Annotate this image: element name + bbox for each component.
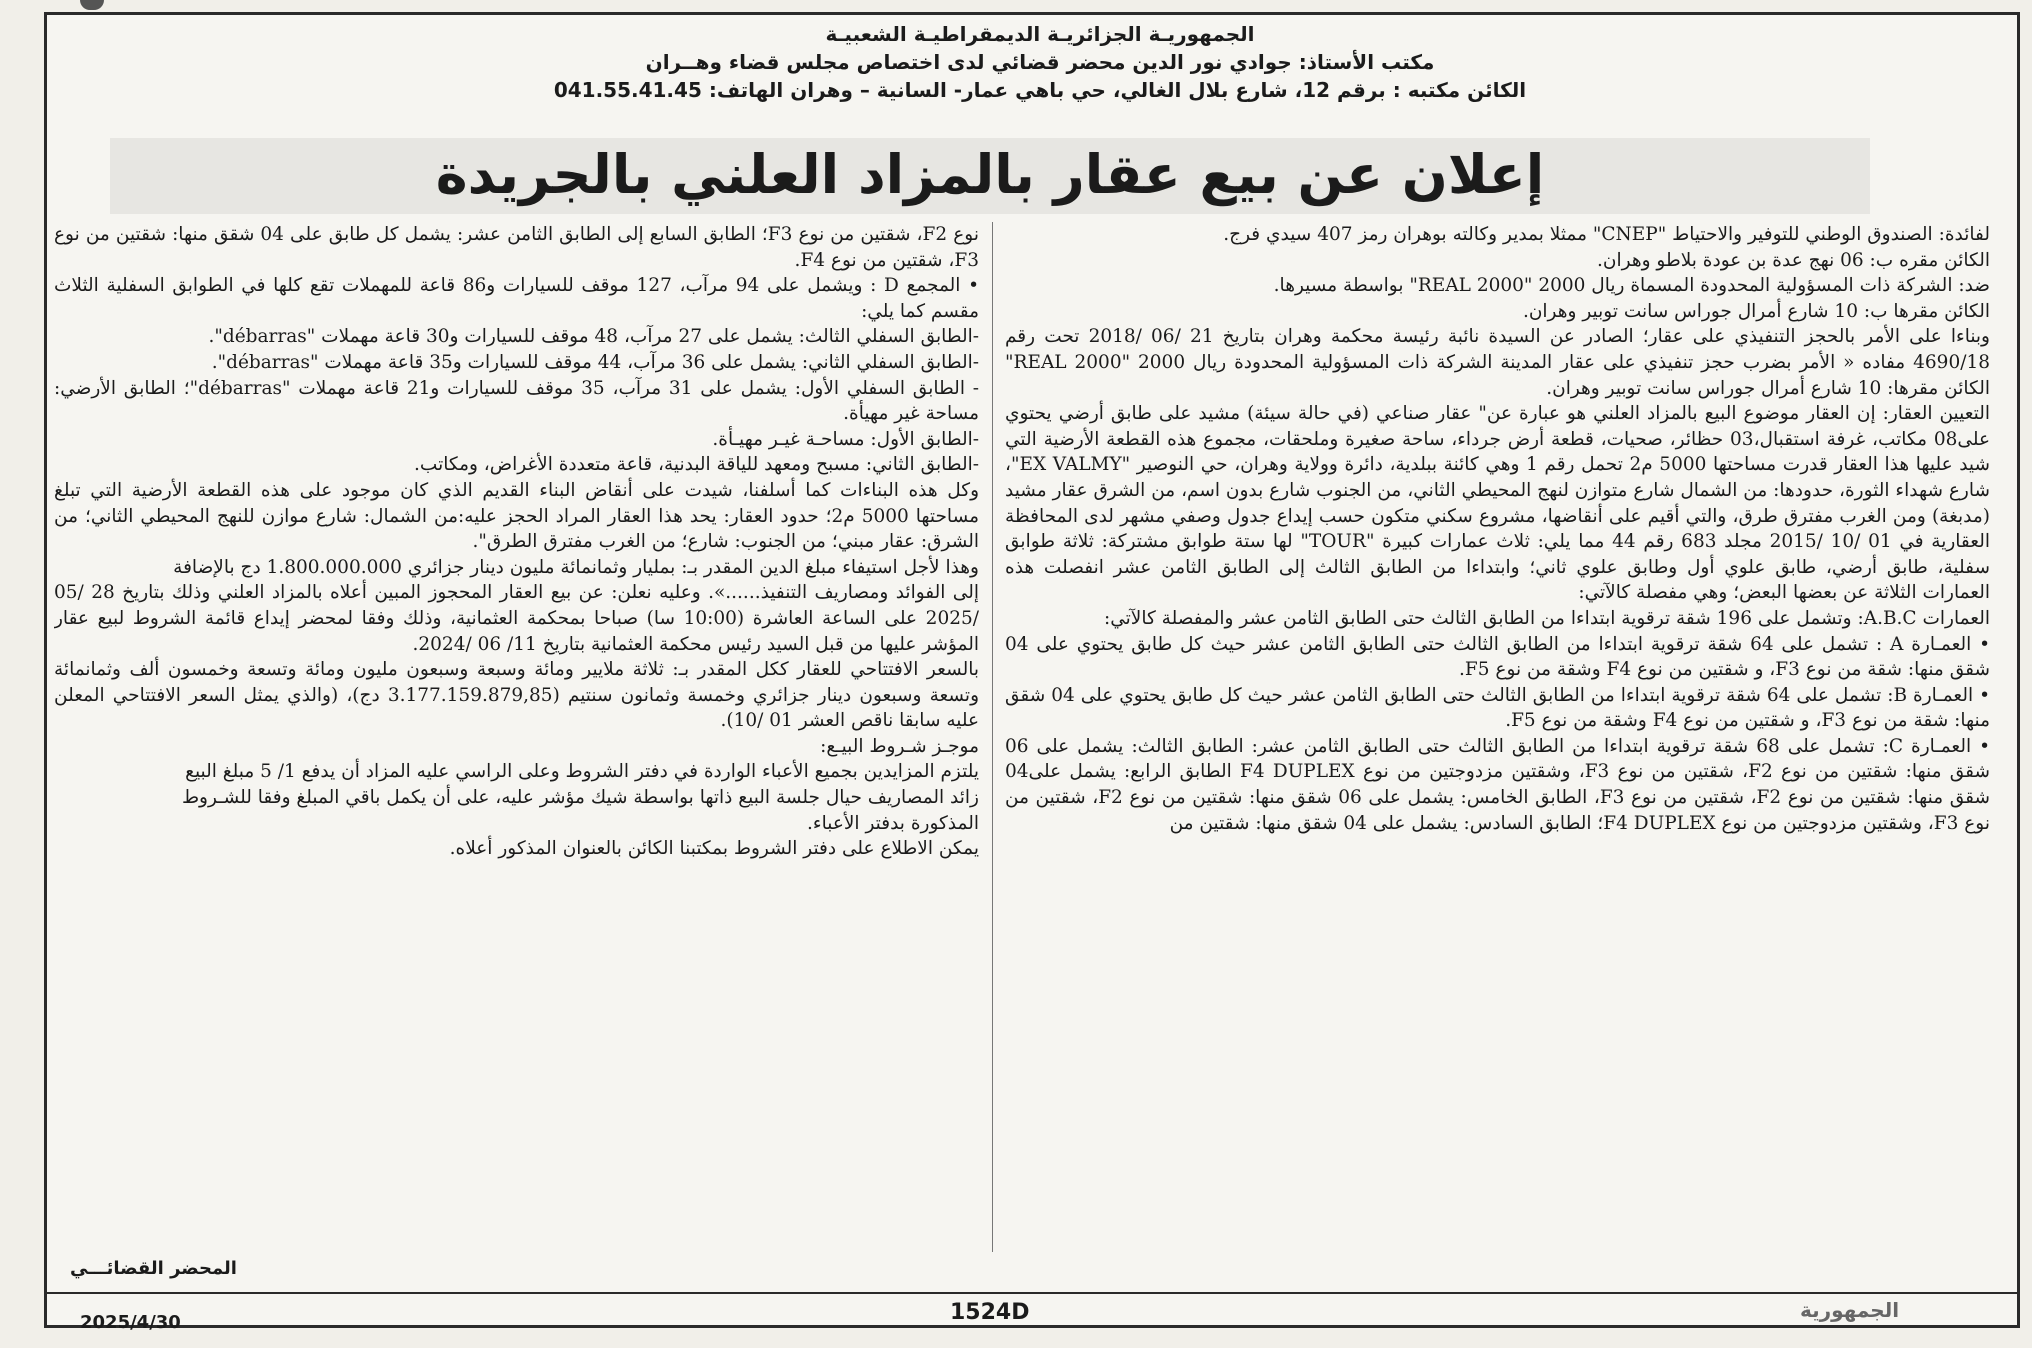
page-number: 1524D bbox=[950, 1300, 1030, 1325]
issue-date: 2025/4/30 bbox=[80, 1312, 181, 1333]
header-line-2: مكتب الأستاذ: جوادي نور الدين محضر قضائي لدى اختصاص مجلس قضاء وهــران bbox=[645, 50, 1435, 74]
paragraph: -الطابق الثاني: مسبح ومعهد للياقة البدنية، قاعة متعددة الأغراض، ومكاتب. bbox=[414, 454, 979, 476]
paragraph: وكل هذه البناءات كما أسلفنا، شيدت على أنقاض البناء القديم الذي كان موجود على هذه القطعة الأرضية التي تبلغ مساحتها 5000 م2؛ حدود العقار: يحد هذا العقار المراد الحجز عليه:من الشمال: شارع موازن للنهج المحيطي الثاني؛ من الشرق: عقار مبني؛ من الجنوب: شارع؛ من الغرب مفترق الطرق". bbox=[54, 479, 979, 553]
header-line-3: الكائن مكتبه : برقم 12، شارع بلال الغالي، حي باهي عمار- السانية – وهران الهاتف: 041.55.41.45 bbox=[553, 78, 1527, 102]
header-line-1: الجمهوريـة الجزائريـة الديمقراطيـة الشعبيـة bbox=[825, 22, 1255, 46]
paragraph: - الطابق السفلي الأول: يشمل على 31 مرآب، 35 موقف للسيارات و21 قاعة مهملات "débarras"؛ الطابق الأرضي: مساحة غير مهيأة. bbox=[54, 377, 979, 425]
paragraph: التعيين العقار: إن العقار موضوع البيع بالمزاد العلني هو عبارة عن" عقار صناعي (في حالة سيئة) مشيد على طابق أرضي يحتوي على08 مكاتب، غرفة استقبال،03 حظائر، صحيات، قطعة أرض جرداء، ساحة صغيرة وملحقات، مجموع هذه القطعة الأرضية التي شيد عليها هذا العقار قدرت مساحتها 5000 م2 تحمل رقم 1 وهي كائنة ببلدية، دائرة وولاية وهران، حي النوصير "EX VALMY"، شارع شهداء الثورة، حدودها: من الشمال شارع متوازن لنهج المحيطي الثاني، من الجنوب شارع بدون اسم، من الشرق عقار مشيد (مدبغة) ومن الغرب مفترق طرق، والتي أقيم على أنقاضها، مشروع سكني متكون حسب إيداع جدول وصفي مشهر لدى المحافظة العقارية في 01 /10 /2015 مجلد 683 رقم 44 مما يلي: ثلاث عمارات كبيرة "TOUR" لها ستة طوابق مشتركة: ثلاثة طوابق سفلية، طابق أرضي، طابق علوي أول وطابق علوي ثاني؛ وابتداءا من الطابق الثالث إلى الطابق الثامن عشر انفصلت هذه العمارات الثلاثة عن بعضها البعض؛ وهي مفصلة كالآتي: bbox=[1005, 403, 1990, 604]
paragraph: الكائن مقرها ب: 10 شارع أمرال جوراس سانت توبير وهران. bbox=[1522, 300, 1990, 322]
paragraph: إلى الفوائد ومصاريف التنفيذ......». وعليه نعلن: عن بيع العقار المحجوز المبين أعلاه بالمزاد العلني وذلك بتاريخ 28 /05 /2025 على الساعة العاشرة (10:00 سا) صباحا بمحكمة العثمانية، وذلك وفقا لمحضر إيداع قائمة الشروط لبيع عقار المؤشر عليها من قبل السيد رئيس محكمة العثمانية بتاريخ 11/ 06 /2024. bbox=[54, 582, 979, 655]
page-corner-mark bbox=[80, 0, 104, 10]
paragraph: وهذا لأجل استيفاء مبلغ الدين المقدر بـ: بمليار وثمانمائة مليون دينار جزائري 1.800.000.000 دج بالإضافة bbox=[173, 556, 979, 578]
paragraph: ضد: الشركة ذات المسؤولية المحدودة المسماة ريال 2000 "REAL 2000" بواسطة مسيرها. bbox=[1273, 275, 1990, 297]
paragraph: -الطابق السفلي الثالث: يشمل على 27 مرآب، 48 موقف للسيارات و30 قاعة مهملات "débarras". bbox=[208, 326, 979, 348]
bullet-paragraph: • العمـارة B: تشمل على 64 شقة ترقوية ابتداءا من الطابق الثالث حتى الطابق الثامن عشر حيث كل طابق يحتوي على 04 شقق منها: شقة من نوع F3، و شقتين من نوع F4 وشقة من نوع F5. bbox=[1005, 684, 1990, 732]
paragraph: يمكن الاطلاع على دفتر الشروط بمكتبنا الكائن بالعنوان المذكور أعلاه. bbox=[449, 838, 979, 860]
paragraph: -الطابق الأول: مساحـة غيـر مهيـأة. bbox=[712, 428, 979, 450]
paragraph: زائد المصاريف حيال جلسة البيع ذاتها بواسطة شيك مؤشر عليه، على أن يكمل باقي المبلغ وفقا للشـروط bbox=[181, 787, 979, 809]
paragraph: يلتزم المزايدين بجميع الأعباء الواردة في دفتر الشروط وعلى الراسي عليه المزاد أن يدفع 1/ 5 مبلغ البيع bbox=[185, 761, 979, 783]
newspaper-logo: الجمهورية bbox=[1800, 1298, 1900, 1322]
footer bbox=[44, 1292, 2020, 1330]
paragraph: • المجمع D : ويشمل على 94 مرآب، 127 موقف للسيارات و86 قاعة للمهملات تقع كلها في الطوابق السفلية الثلاث مقسم كما يلي: bbox=[54, 275, 979, 322]
signature-label: المحضر القضائـــي bbox=[70, 1258, 237, 1279]
paragraph: العمارات A.B.C: وتشمل على 196 شقة ترقوية ابتداءا من الطابق الثالث حتى الطابق الثامن عشر والمفصلة كالآتي: bbox=[1103, 607, 1990, 629]
right-column bbox=[1005, 222, 1990, 1252]
bullet-paragraph: • العمـارة C: تشمل على 68 شقة ترقوية ابتداءا من الطابق الثالث حتى الطابق الثامن عشر: الطابق الثالث: يشمل على 06 شقق منها: شقتين من نوع F2، شقتين من نوع F3، وشقتين مزدوجتين من نوع F4 DUPLEX الطابق الرابع: يشمل على04 شقق منها: شقتين من نوع F2، شقتين من نوع F3، الطابق الخامس: يشمل على 06 شقق منها: شقتين من نوع F2، شقتين من نوع F3، وشقتين مزدوجتين من نوع F4 DUPLEX؛ الطابق السادس: يشمل على 04 شقق منها: شقتين من bbox=[1005, 735, 1990, 834]
paragraph: -الطابق السفلي الثاني: يشمل على 36 مرآب، 44 موقف للسيارات و35 قاعة مهملات "débarras". bbox=[211, 351, 979, 373]
header bbox=[60, 20, 2020, 104]
paragraph: موجـز شـروط البيـع: bbox=[820, 735, 979, 757]
left-column bbox=[54, 222, 979, 1252]
page-title: إعلان عن بيع عقار بالمزاد العلني بالجريدة bbox=[435, 143, 1545, 206]
paragraph: المذكورة بدفتر الأعباء. bbox=[807, 812, 979, 834]
column-divider bbox=[992, 222, 993, 1252]
paragraph: وبناءا على الأمر بالحجز التنفيذي على عقار؛ الصادر عن السيدة نائبة رئيسة محكمة وهران بتاريخ 21 /06 /2018 تحت رقم 4690/18 مفاده « الأمر بضرب حجز تنفيذي على عقار المدينة الشركة ذات المسؤولية المحدودة ريال 2000 "REAL 2000" الكائن مقرها: 10 شارع أمرال جوراس سانت توبير وهران. bbox=[1005, 326, 1990, 399]
paragraph: لفائدة: الصندوق الوطني للتوفير والاحتياط "CNEP" ممثلا بمدير وكالته بوهران رمز 407 سيدي فرج. bbox=[1223, 224, 1990, 245]
paragraph: الكائن مقره ب: 06 نهج عدة بن عودة بلاطو وهران. bbox=[1597, 249, 1990, 271]
bullet-paragraph: • العمـارة A : تشمل على 64 شقة ترقوية ابتداءا من الطابق الثالث حتى الطابق الثامن عشر حيث كل طابق يحتوي على 04 شقق منها: شقة من نوع F3، و شقتين من نوع F4 وشقة من نوع F5. bbox=[1005, 633, 1990, 681]
paragraph: بالسعر الافتتاحي للعقار ككل المقدر بـ: ثلاثة ملايير ومائة وسبعة وسبعون مليون ومائة وتسعة وخمسون ألف وثمانمائة وتسعة وسبعون دينار جزائري وخمسة وثمانون سنتيم (3.177.159.879,85 دج)، (والذي يمثل السعر الافتتاحي المعلن عليه سابقا ناقص العشر 01 /10). bbox=[54, 659, 979, 732]
paragraph: نوع F2، شقتين من نوع F3؛ الطابق السابع إلى الطابق الثامن عشر: يشمل كل طابق على 04 شقق منها: شقتين من نوع F3، شقتين من نوع F4. bbox=[54, 224, 979, 271]
